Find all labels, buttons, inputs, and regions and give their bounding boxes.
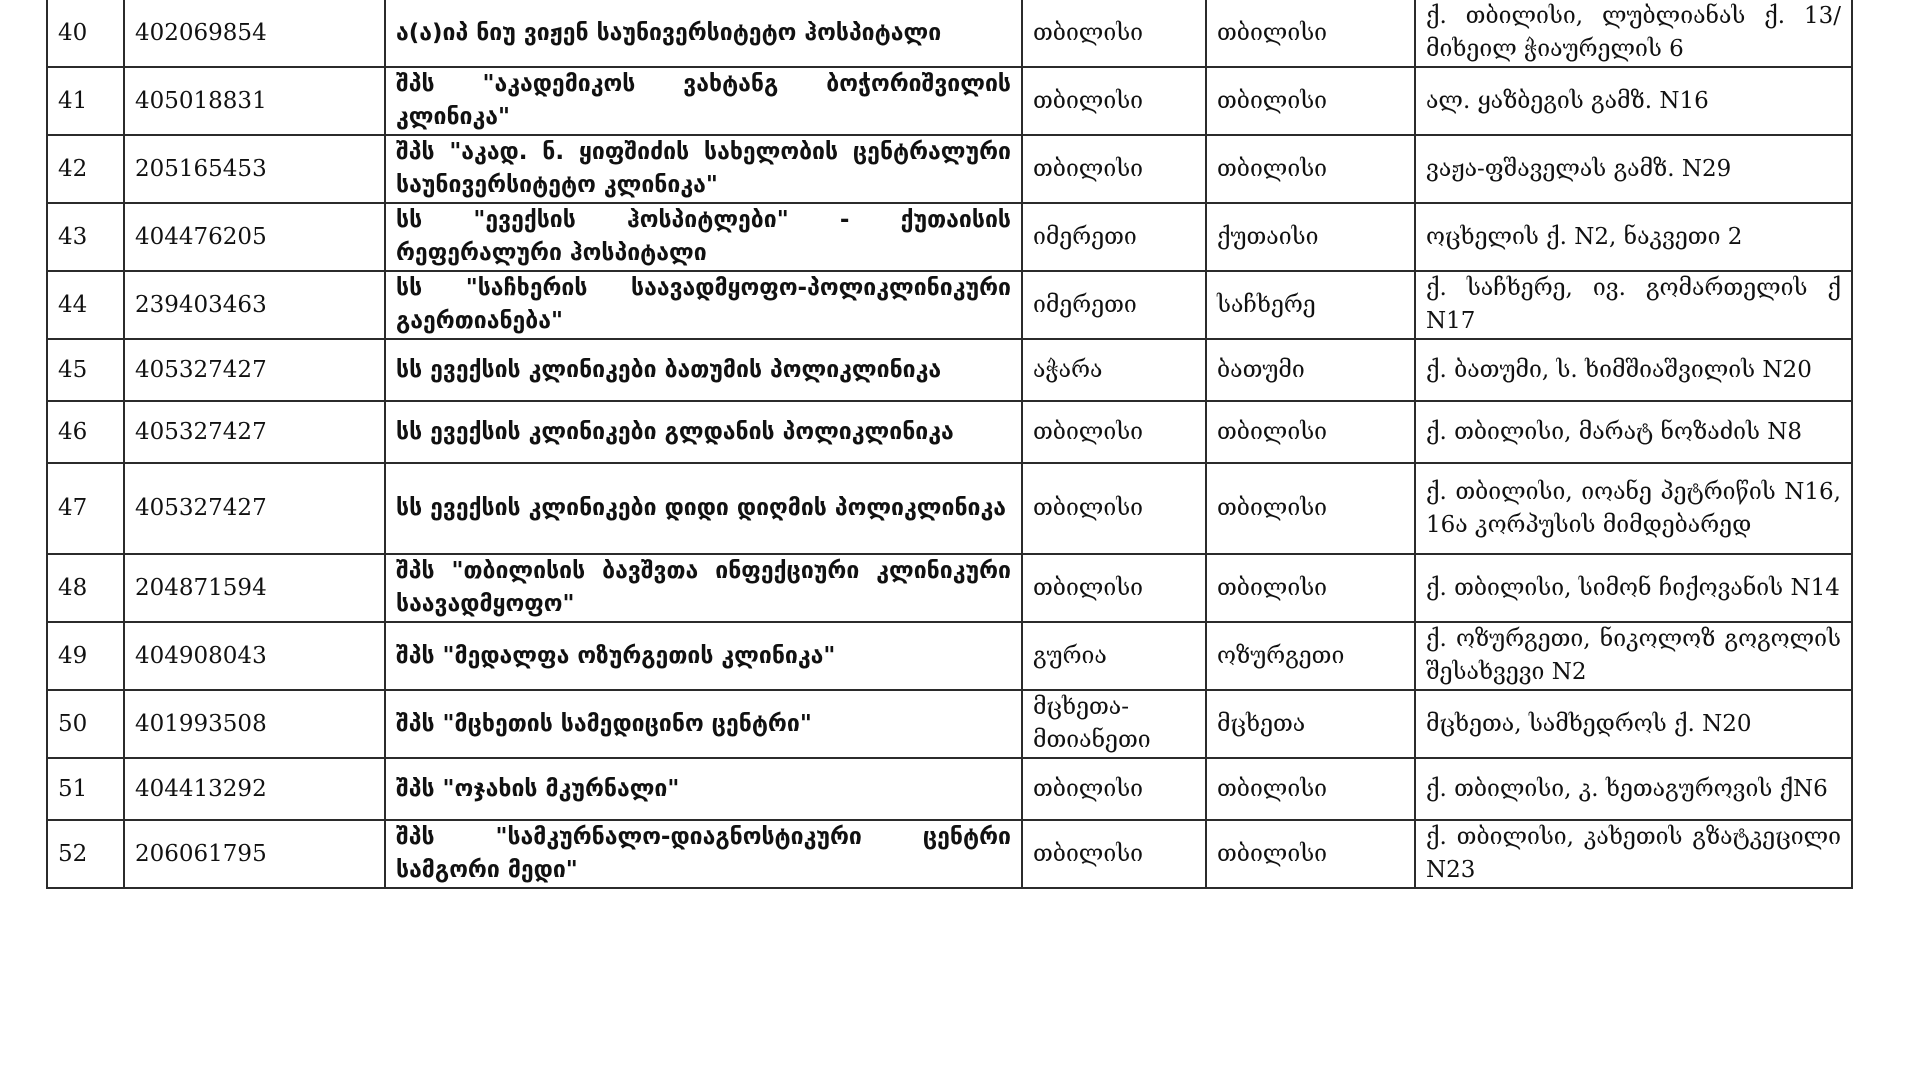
row-number-cell: 44 — [47, 271, 124, 339]
city-cell: თბილისი — [1206, 67, 1415, 135]
row-number-cell: 48 — [47, 554, 124, 622]
city-cell: თბილისი — [1206, 401, 1415, 463]
identification-code-cell: 204871594 — [124, 554, 385, 622]
row-number-cell: 50 — [47, 690, 124, 758]
city-cell: მცხეთა — [1206, 690, 1415, 758]
table-row — [47, 339, 1852, 401]
row-number-cell: 51 — [47, 758, 124, 820]
table-row — [47, 554, 1852, 622]
address-cell: ქ. თბილისი, სიმონ ჩიქოვანის N14 — [1415, 554, 1852, 622]
city-cell: თბილისი — [1206, 554, 1415, 622]
table-row — [47, 820, 1852, 888]
identification-code-cell: 405327427 — [124, 463, 385, 554]
facility-name-cell: შპს "მცხეთის სამედიცინო ცენტრი" — [385, 690, 1022, 758]
table-row — [47, 67, 1852, 135]
facility-name-cell: ა(ა)იპ ნიუ ვიჟენ საუნივერსიტეტო ჰოსპიტალი — [385, 0, 1022, 67]
address-cell: ქ. თბილისი, მარატ ნოზაძის N8 — [1415, 401, 1852, 463]
row-number-cell: 41 — [47, 67, 124, 135]
facility-name-cell: სს "ევექსის ჰოსპიტლები" - ქუთაისის რეფერალური ჰოსპიტალი — [385, 203, 1022, 271]
table-row — [47, 690, 1852, 758]
table-row — [47, 0, 1852, 67]
facility-name-cell: სს "საჩხერის საავადმყოფო-პოლიკლინიკური გაერთიანება" — [385, 271, 1022, 339]
row-number-cell: 42 — [47, 135, 124, 203]
identification-code-cell: 405018831 — [124, 67, 385, 135]
identification-code-cell: 401993508 — [124, 690, 385, 758]
region-cell: თბილისი — [1022, 0, 1206, 67]
city-cell: თბილისი — [1206, 463, 1415, 554]
row-number-cell: 52 — [47, 820, 124, 888]
region-cell: მცხეთა-მთიანეთი — [1022, 690, 1206, 758]
region-cell: თბილისი — [1022, 463, 1206, 554]
region-cell: თბილისი — [1022, 67, 1206, 135]
table-row — [47, 401, 1852, 463]
address-cell: მცხეთა, სამხედროს ქ. N20 — [1415, 690, 1852, 758]
identification-code-cell: 404413292 — [124, 758, 385, 820]
address-cell: ოცხელის ქ. N2, ნაკვეთი 2 — [1415, 203, 1852, 271]
identification-code-cell: 206061795 — [124, 820, 385, 888]
table-row — [47, 622, 1852, 690]
city-cell: ბათუმი — [1206, 339, 1415, 401]
identification-code-cell: 405327427 — [124, 401, 385, 463]
document-page — [46, 0, 1841, 889]
table-row — [47, 203, 1852, 271]
address-cell: ქ. ბათუმი, ს. ხიმშიაშვილის N20 — [1415, 339, 1852, 401]
region-cell: თბილისი — [1022, 401, 1206, 463]
region-cell: აჭარა — [1022, 339, 1206, 401]
region-cell: თბილისი — [1022, 758, 1206, 820]
identification-code-cell: 404908043 — [124, 622, 385, 690]
identification-code-cell: 405327427 — [124, 339, 385, 401]
facility-name-cell: სს ევექსის კლინიკები დიდი დიღმის პოლიკლინიკა — [385, 463, 1022, 554]
table-row — [47, 271, 1852, 339]
facility-name-cell: სს ევექსის კლინიკები გლდანის პოლიკლინიკა — [385, 401, 1022, 463]
city-cell: თბილისი — [1206, 758, 1415, 820]
facility-name-cell: სს ევექსის კლინიკები ბათუმის პოლიკლინიკა — [385, 339, 1022, 401]
facility-name-cell: შპს "სამკურნალო-დიაგნოსტიკური ცენტრი სამგორი მედი" — [385, 820, 1022, 888]
region-cell: იმერეთი — [1022, 203, 1206, 271]
city-cell: საჩხერე — [1206, 271, 1415, 339]
address-cell: ქ. თბილისი, იოანე პეტრიწის N16, 16ა კორპუსის მიმდებარედ — [1415, 463, 1852, 554]
region-cell: თბილისი — [1022, 820, 1206, 888]
facility-name-cell: შპს "მედალფა ოზურგეთის კლინიკა" — [385, 622, 1022, 690]
identification-code-cell: 239403463 — [124, 271, 385, 339]
address-cell: ქ. თბილისი, კახეთის გზატკეცილი N23 — [1415, 820, 1852, 888]
address-cell: ალ. ყაზბეგის გამზ. N16 — [1415, 67, 1852, 135]
city-cell: თბილისი — [1206, 135, 1415, 203]
city-cell: თბილისი — [1206, 820, 1415, 888]
region-cell: იმერეთი — [1022, 271, 1206, 339]
address-cell: ქ. თბილისი, ლუბლიანას ქ. 13/მიხეილ ჭიაურელის 6 — [1415, 0, 1852, 67]
clinic-registry-table — [46, 0, 1853, 889]
region-cell: თბილისი — [1022, 554, 1206, 622]
identification-code-cell: 205165453 — [124, 135, 385, 203]
identification-code-cell: 402069854 — [124, 0, 385, 67]
address-cell: ქ. თბილისი, კ. ხეთაგუროვის ქN6 — [1415, 758, 1852, 820]
city-cell: ქუთაისი — [1206, 203, 1415, 271]
row-number-cell: 46 — [47, 401, 124, 463]
facility-name-cell: შპს "ოჯახის მკურნალი" — [385, 758, 1022, 820]
row-number-cell: 43 — [47, 203, 124, 271]
address-cell: ქ. საჩხერე, ივ. გომართელის ქ N17 — [1415, 271, 1852, 339]
facility-name-cell: შპს "აკადემიკოს ვახტანგ ბოჭორიშვილის კლინიკა" — [385, 67, 1022, 135]
row-number-cell: 40 — [47, 0, 124, 67]
identification-code-cell: 404476205 — [124, 203, 385, 271]
region-cell: თბილისი — [1022, 135, 1206, 203]
table-row — [47, 758, 1852, 820]
table-row — [47, 135, 1852, 203]
row-number-cell: 47 — [47, 463, 124, 554]
table-row — [47, 463, 1852, 554]
facility-name-cell: შპს "თბილისის ბავშვთა ინფექციური კლინიკური საავადმყოფო" — [385, 554, 1022, 622]
address-cell: ქ. ოზურგეთი, ნიკოლოზ გოგოლის შესახვევი N2 — [1415, 622, 1852, 690]
row-number-cell: 49 — [47, 622, 124, 690]
address-cell: ვაჟა-ფშაველას გამზ. N29 — [1415, 135, 1852, 203]
row-number-cell: 45 — [47, 339, 124, 401]
city-cell: ოზურგეთი — [1206, 622, 1415, 690]
region-cell: გურია — [1022, 622, 1206, 690]
table-body — [47, 0, 1852, 888]
facility-name-cell: შპს "აკად. ნ. ყიფშიძის სახელობის ცენტრალური საუნივერსიტეტო კლინიკა" — [385, 135, 1022, 203]
city-cell: თბილისი — [1206, 0, 1415, 67]
